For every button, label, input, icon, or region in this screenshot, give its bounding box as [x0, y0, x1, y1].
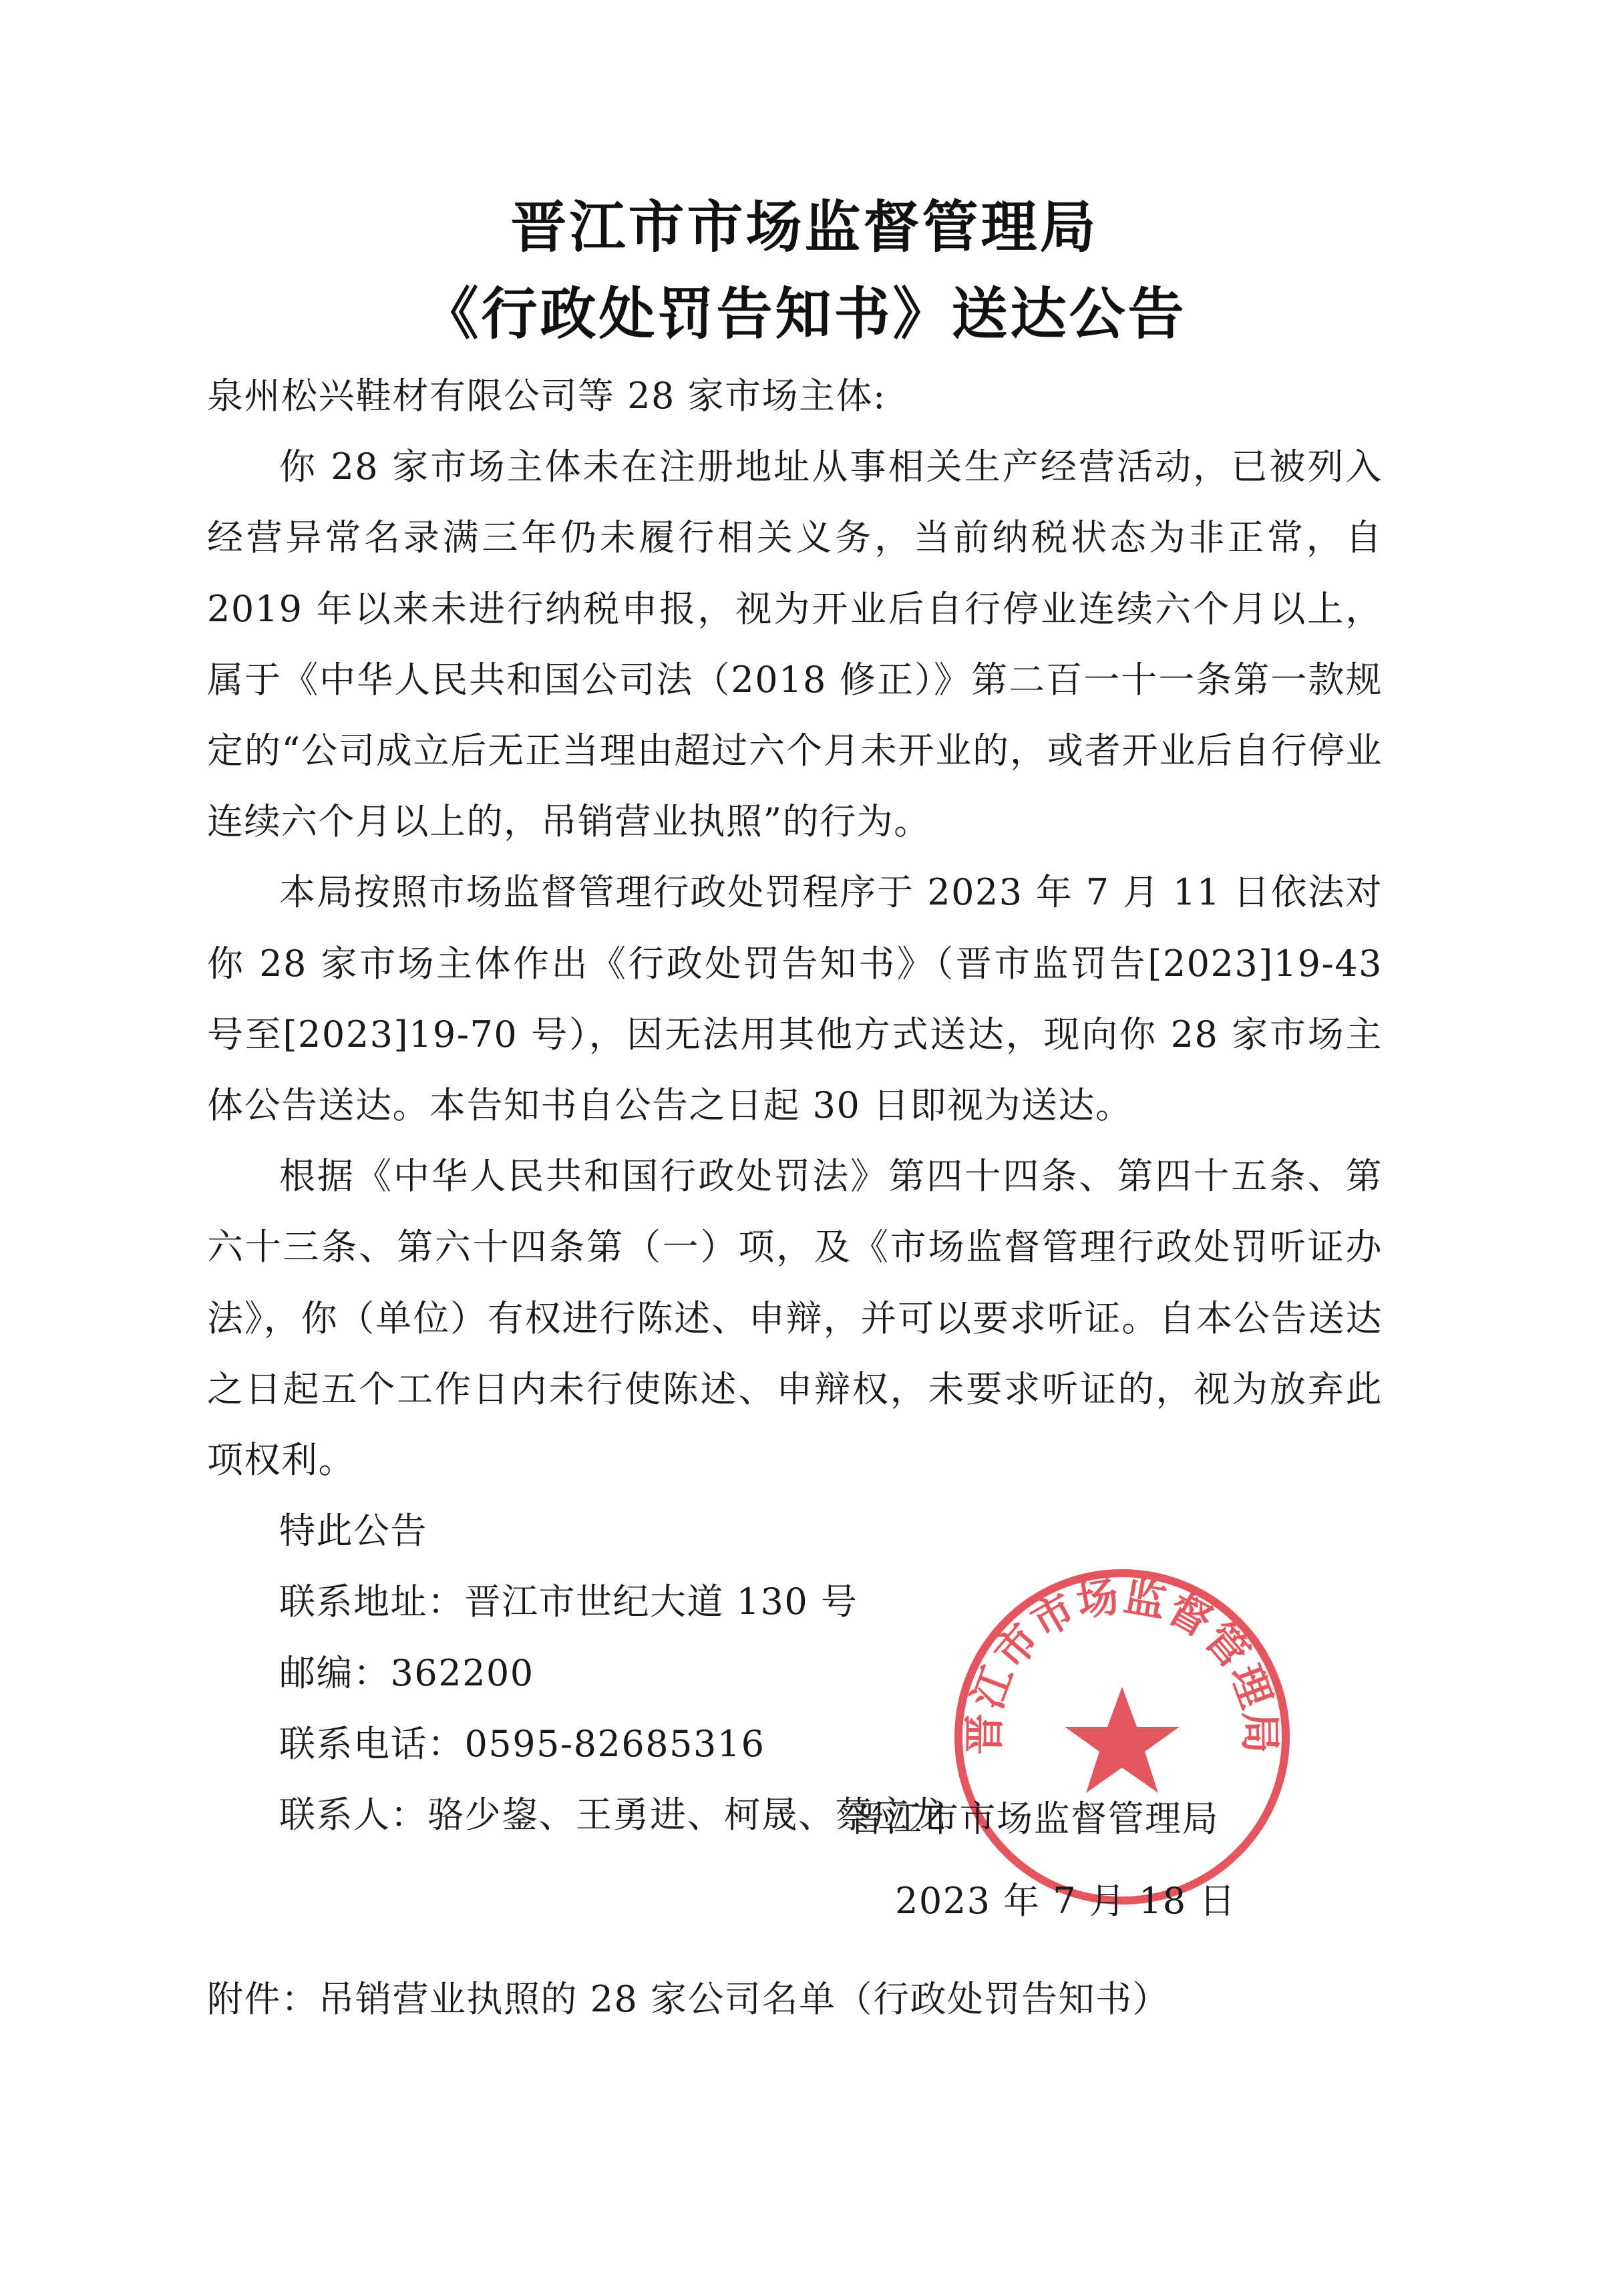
- salutation: 泉州松兴鞋材有限公司等 28 家市场主体:: [207, 375, 886, 417]
- notice-closing: 特此公告: [279, 1510, 427, 1552]
- signature-date: 2023 年 7 月 18 日: [895, 1880, 1236, 1922]
- star-icon: [1065, 1687, 1180, 1793]
- postcode: 邮编：362200: [279, 1651, 534, 1694]
- signature-organization: 晋江市市场监督管理局: [848, 1798, 1219, 1840]
- contact-person: 联系人：骆少鋆、王勇进、柯晟、蔡应龙: [279, 1794, 946, 1836]
- contact-address: 联系地址：晋江市世纪大道 130 号: [279, 1581, 858, 1623]
- contact-phone: 联系电话：0595-82685316: [279, 1722, 765, 1765]
- attachment-note: 附件：吊销营业执照的 28 家公司名单（行政处罚告知书）: [207, 1978, 1170, 2020]
- paragraph-service: 本局按照市场监督管理行政处罚程序于 2023 年 7 月 11 日依法对你 28 家市场主体作出《行政处罚告知书》（晋市监罚告[2023]19-43 号至[2023]19-70 号），因无法用其他方式送达，现向你 28 家市场主体公告送达。本告知书自公告之日起 30 日即视为送达。: [207, 871, 1383, 1127]
- paragraph-rights: 根据《中华人民共和国行政处罚法》第四十四条、第四十五条、第六十三条、第六十四条第（一）项，及《市场监督管理行政处罚听证办法》，你（单位）有权进行陈述、申辩，并可以要求听证。自本公告送达之日起五个工作日内未行使陈述、申辩权，未要求听证的，视为放弃此项权利。: [207, 1155, 1383, 1482]
- paragraph-violation: 你 28 家市场主体未在注册地址从事相关生产经营活动，已被列入经营异常名录满三年仍未履行相关义务，当前纳税状态为非正常，自 2019 年以来未进行纳税申报，视为开业后自行停业连续六个月以上，属于《中华人民共和国公司法（2018 修正）》第二百一十一条第一款规定的“公司成立后无正当理由超过六个月未开业的，或者开业后自行停业连续六个月以上的，吊销营业执照”的行为。: [207, 446, 1383, 843]
- document-title-line1: 晋江市市场监督管理局: [510, 194, 1099, 260]
- document-title-line2: 《行政处罚告知书》送达公告: [422, 281, 1187, 347]
- seal-text: 晋江市市场监督管理局: [959, 1571, 1285, 1756]
- official-seal: [948, 1563, 1296, 1911]
